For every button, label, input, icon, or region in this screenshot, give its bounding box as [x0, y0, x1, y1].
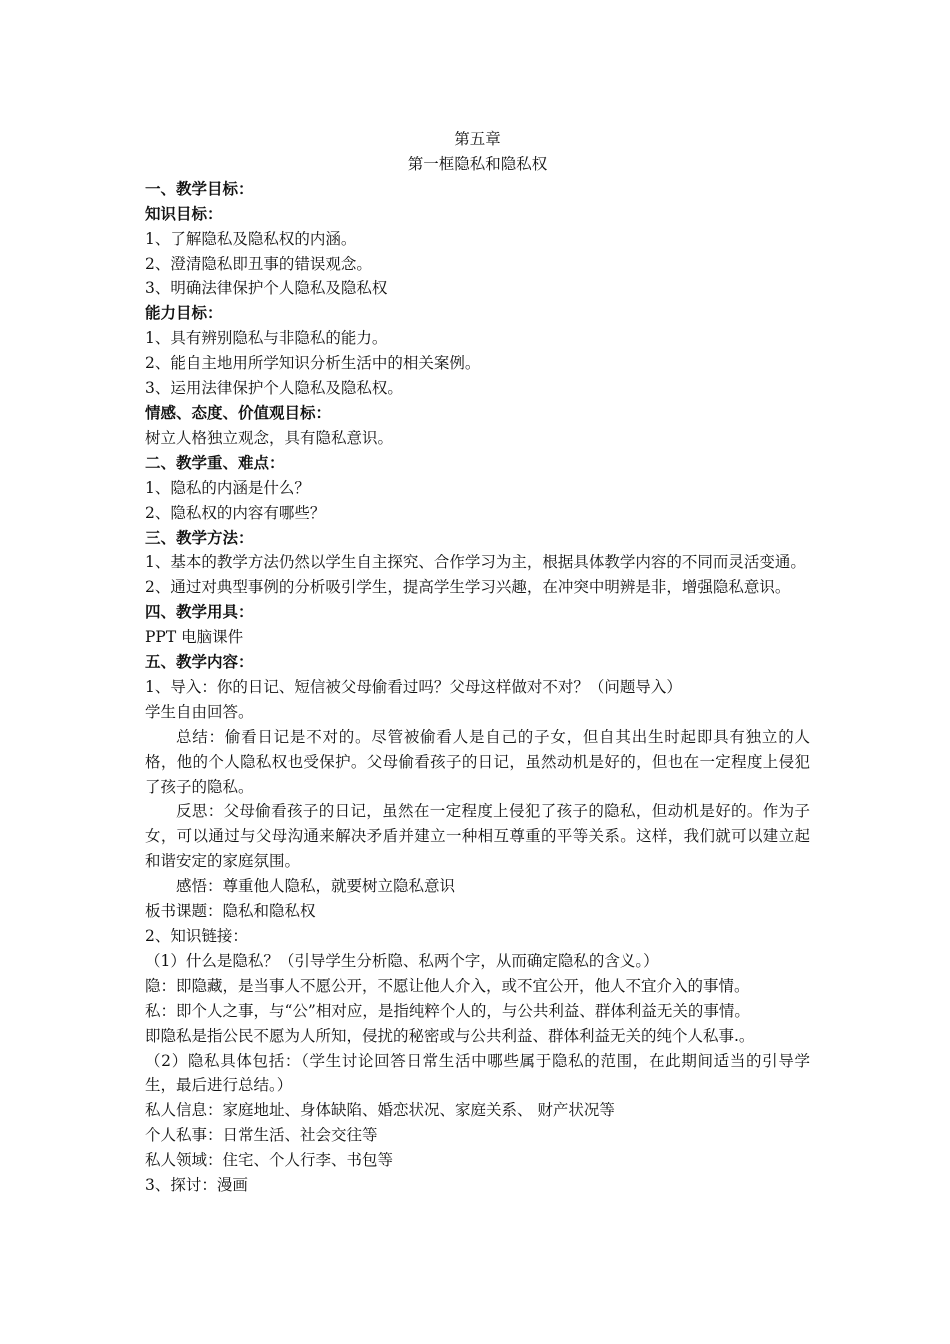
definition-yin: 隐：即隐藏，是当事人不愿公开，不愿让他人介入，或不宜公开，他人不宜介入的事情。: [145, 976, 750, 995]
chapter-title: 第五章: [454, 130, 501, 148]
reflection-paragraph: 反思：父母偷看孩子的日记，虽然在一定程度上侵犯了孩子的隐私，但动机是好的。作为子女，可以通过与父母沟通来解决矛盾并建立一种相互尊重的平等关系。这样，我们就可以建立起和谐安定的家庭氛围。: [145, 802, 810, 871]
scope-private-affairs: 个人私事：日常生活、社会交往等: [145, 1126, 378, 1145]
insight-line: 感悟：尊重他人隐私，就要树立隐私意识: [176, 877, 456, 896]
document-body: [145, 127, 810, 1198]
question-what-is-privacy: （1）什么是隐私？（引导学生分析隐、私两个字，从而确定隐私的含义。）: [145, 951, 659, 970]
question-privacy-scope: （2）隐私具体包括：（学生讨论回答日常生活中哪些属于隐私的范围，在此期间适当的引导学生，最后进行总结。）: [145, 1051, 810, 1095]
knowledge-item: 2、澄清隐私即丑事的错误观念。: [145, 254, 372, 273]
lesson-title: 第一框隐私和隐私权: [407, 154, 548, 173]
key-point-item: 1、隐私的内涵是什么？: [145, 478, 310, 497]
section-heading-key-points: 二、教学重、难点：: [145, 452, 285, 472]
emotion-item: 树立人格独立观念，具有隐私意识。: [145, 428, 394, 447]
definition-si: 私：即个人之事，与“公”相对应，是指纯粹个人的，与公共利益、群体利益无关的事情。: [145, 1001, 750, 1020]
knowledge-item: 3、明确法律保护个人隐私及隐私权: [145, 279, 388, 298]
key-point-item: 2、隐私权的内容有哪些？: [145, 503, 326, 522]
subheading-emotion: 情感、态度、价值观目标：: [145, 402, 332, 422]
ability-item: 2、能自主地用所学知识分析生活中的相关案例。: [145, 354, 481, 373]
board-topic-line: 板书课题：隐私和隐私权: [145, 902, 316, 921]
ability-item: 3、运用法律保护个人隐私及隐私权。: [145, 379, 403, 398]
content-intro: 1、导入：你的日记、短信被父母偷看过吗？父母这样做对不对？（问题导入）: [145, 677, 682, 696]
knowledge-link-heading: 2、知识链接：: [145, 927, 248, 945]
definition-privacy: 即隐私是指公民不愿为人所知，侵扰的秘密或与公共利益、群体利益无关的纯个人私事.。: [145, 1026, 755, 1045]
section-heading-objectives: 一、教学目标：: [145, 178, 254, 198]
summary-paragraph: 总结：偷看日记是不对的。尽管被偷看人是自己的子女，但自其出生时起即具有独立的人格，他的个人隐私权也受保护。父母偷看孩子的日记，虽然动机是好的，但也在一定程度上侵犯了孩子的隐私。: [145, 727, 810, 796]
method-item: 1、基本的教学方法仍然以学生自主探究、合作学习为主，根据具体教学内容的不同而灵活变通。: [145, 553, 806, 572]
knowledge-item: 1、了解隐私及隐私权的内涵。: [145, 229, 357, 248]
tools-text: PPT 电脑课件: [145, 628, 244, 647]
section-heading-tools: 四、教学用具：: [145, 602, 254, 622]
content-intro-answer: 学生自由回答。: [145, 702, 254, 721]
method-item: 2、通过对典型事例的分析吸引学生，提高学生学习兴趣，在冲突中明辨是非，增强隐私意识。: [145, 578, 791, 597]
scope-private-domain: 私人领域：住宅、个人行李、书包等: [145, 1151, 394, 1170]
discussion-heading: 3、探讨：漫画: [145, 1176, 248, 1195]
subheading-knowledge: 知识目标：: [145, 203, 223, 223]
section-heading-methods: 三、教学方法：: [145, 527, 254, 547]
ability-item: 1、具有辨别隐私与非隐私的能力。: [145, 329, 388, 348]
scope-private-info: 私人信息：家庭地址、身体缺陷、婚恋状况、家庭关系、 财产状况等: [145, 1101, 615, 1120]
section-heading-content: 五、教学内容：: [145, 652, 254, 672]
subheading-ability: 能力目标：: [145, 303, 223, 323]
